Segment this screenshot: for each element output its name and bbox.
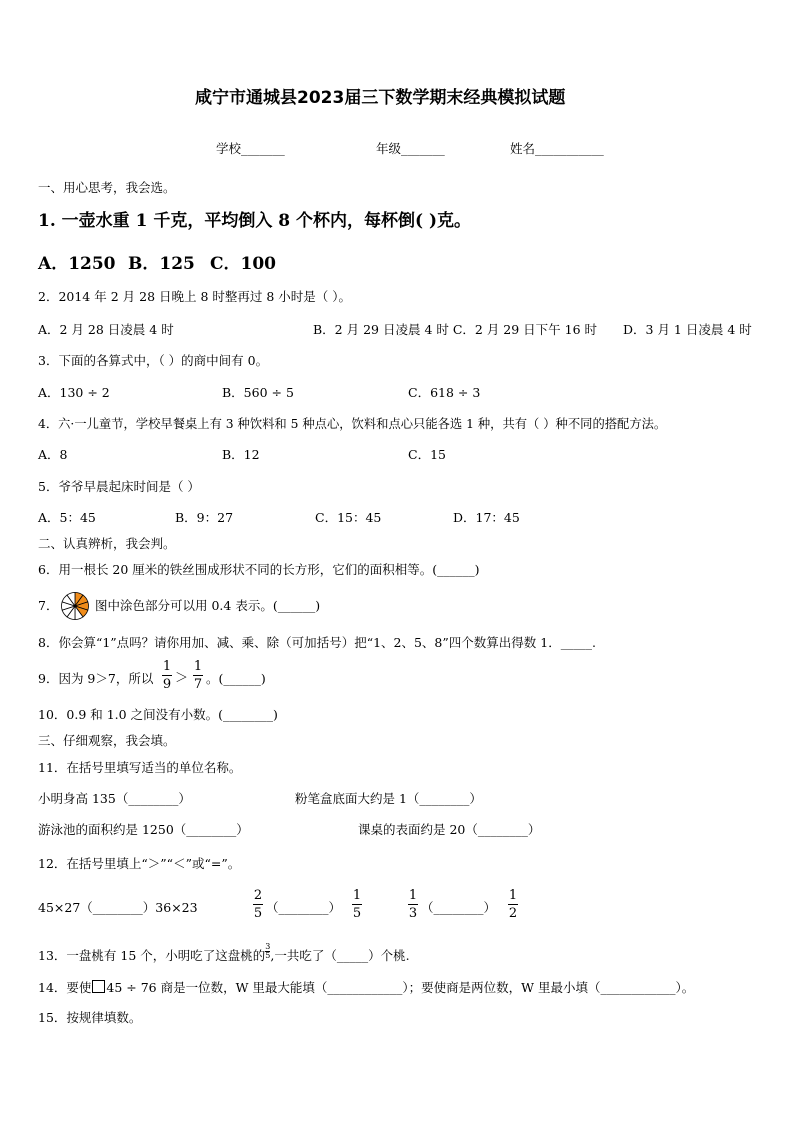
q9-f2-denominator: 7 [193,677,203,692]
q11-item-b: 粉笔盒底面大约是 1（________） [295,791,482,806]
q4-option-c: C．15 [408,447,446,462]
q2-option-d: D．3 月 1 日凌晨 4 时 [623,322,752,337]
question-3: 3．下面的各算式中，（ ）的商中间有 0。 [38,353,269,368]
section-heading-2: 二、认真辨析，我会判。 [38,536,176,551]
q9-f2-numerator: 1 [193,659,203,674]
q12-e3-right-fraction [508,889,518,920]
q12-e3-l-numerator: 1 [408,888,418,903]
q12-e2-l-numerator: 2 [253,888,263,903]
school-field: 学校_______ [216,141,285,156]
question-10: 10．0.9 和 1.0 之间没有小数。(________) [38,707,278,722]
q12-e2-r-numerator: 1 [352,888,362,903]
name-field: 姓名___________ [510,141,604,156]
q3-option-c: C．618 ÷ 3 [408,385,481,400]
section-heading-3: 三、仔细观察，我会填。 [38,733,176,748]
question-9-suffix: 。(______) [206,671,266,686]
q13-denominator: 5 [265,951,271,960]
q11-item-a: 小明身高 135（________） [38,791,191,806]
q12-e2-right-fraction [352,889,362,920]
q9-f1-numerator: 1 [162,659,172,674]
q12-e3-blank: （________） [421,900,497,915]
q5-option-b: B．9：27 [175,510,234,525]
q13-suffix: ,一共吃了（_____）个桃. [270,948,410,963]
q12-e2-blank: （________） [266,900,342,915]
question-2: 2．2014 年 2 月 28 日晚上 8 时整再过 8 小时是（ ）。 [38,289,352,304]
q9-f1-denominator: 9 [162,677,172,692]
q9-fraction-1 [162,660,172,691]
q4-option-a: A．8 [38,447,68,462]
q14-suffix: 45 ÷ 76 商是一位数，W 里最大能填（____________）；要使商是两位数，W 里最小填（____________）。 [106,980,695,995]
q3-option-a: A．130 ÷ 2 [38,385,110,400]
q12-e2-r-denominator: 5 [352,906,362,921]
q5-option-a: A．5：45 [38,510,96,525]
q12-e2-l-denominator: 5 [253,906,263,921]
question-1: 1. 一壶水重 1 千克，平均倒入 8 个杯内，每杯倒( )克。 [38,211,472,231]
question-5: 5．爷爷早晨起床时间是（ ） [38,479,200,494]
q2-option-a: A．2 月 28 日凌晨 4 时 [38,322,174,337]
question-7-number: 7． [38,598,59,613]
page-title: 咸宁市通城县2023届三下数学期末经典模拟试题 [195,88,566,108]
question-7: 图中涂色部分可以用 0.4 表示。(______) [95,598,321,613]
question-8: 8．你会算“1”点吗？请你用加、减、乘、除（可加括号）把“1、2、5、8”四个数算出得数 1．_____. [38,635,596,650]
section-heading-1: 一、用心思考，我会选。 [38,180,176,195]
q12-expression-1: 45×27（________）36×23 [38,900,198,915]
q9-fraction-2 [193,660,203,691]
q12-e3-l-denominator: 3 [408,906,418,921]
question-15: 15．按规律填数。 [38,1010,142,1025]
question-12: 12．在括号里填上“＞”“＜”或“=”。 [38,856,241,871]
q12-e3-left-fraction [408,889,418,920]
q4-option-b: B．12 [222,447,260,462]
fraction-pie-figure [60,591,90,621]
question-6: 6．用一根长 20 厘米的铁丝围成形状不同的长方形，它们的面积相等。(______) [38,562,480,577]
q1-option-a: A．1250 [38,254,116,274]
question-4: 4．六·一儿童节，学校早餐桌上有 3 种饮料和 5 种点心，饮料和点心只能各选 1 种，共有（ ）种不同的搭配方法。 [38,417,667,431]
question-14 [38,980,694,995]
q1-option-b: B．125 [128,254,195,274]
q5-option-c: C．15：45 [315,510,382,525]
q3-option-b: B．560 ÷ 5 [222,385,294,400]
q2-option-bc: B．2 月 29 日凌晨 4 时 C．2 月 29 日下午 16 时 [313,322,598,337]
q13-numerator: 3 [265,942,271,951]
q12-e3-r-denominator: 2 [508,906,518,921]
q11-item-c: 游泳池的面积约是 1250（________） [38,822,249,837]
q14-prefix: 14．要使 [38,980,92,995]
q12-e2-left-fraction [253,889,263,920]
question-11: 11．在括号里填写适当的单位名称。 [38,760,242,775]
q9-greater-sign: ＞ [175,671,189,686]
q1-option-c: C．100 [210,254,277,274]
q13-prefix: 13．一盘桃有 15 个，小明吃了这盘桃的 [38,948,266,963]
question-9-prefix: 9．因为 9＞7，所以 [38,671,154,686]
blank-box [92,980,105,993]
q5-option-d: D．17：45 [453,510,520,525]
question-13 [38,943,410,963]
grade-field: 年级_______ [376,141,445,156]
q12-e3-r-numerator: 1 [508,888,518,903]
q11-item-d: 课桌的表面约是 20（________） [358,822,541,837]
